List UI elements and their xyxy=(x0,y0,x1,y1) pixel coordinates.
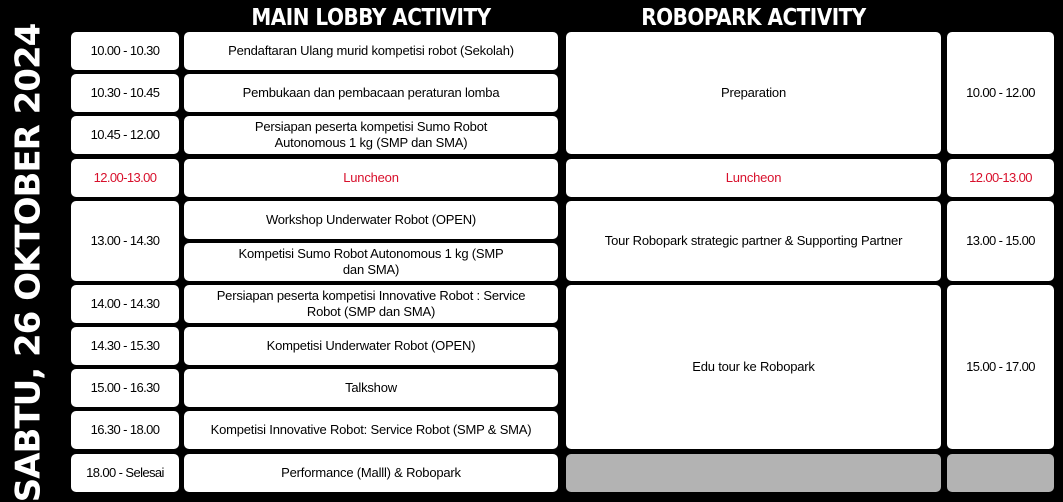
robopark-empty-cell xyxy=(566,454,941,492)
date-label xyxy=(0,23,56,502)
main-activity-cell-luncheon: Luncheon xyxy=(184,159,558,197)
robopark-time-cell: 15.00 - 17.00 xyxy=(947,285,1054,449)
main-time-cell: 16.30 - 18.00 xyxy=(71,411,179,449)
main-time-cell: 14.30 - 15.30 xyxy=(71,327,179,365)
main-activity-cell: Persiapan peserta kompetisi Innovative Robot : Service Robot (SMP dan SMA) xyxy=(184,285,558,323)
robopark-activity-cell-luncheon: Luncheon xyxy=(566,159,941,197)
main-time-cell: 10.30 - 10.45 xyxy=(71,74,179,112)
robopark-activity-cell: Tour Robopark strategic partner & Supporting Partner xyxy=(566,201,941,281)
main-activity-cell: Workshop Underwater Robot (OPEN) xyxy=(184,201,558,239)
main-time-cell: 14.00 - 14.30 xyxy=(71,285,179,323)
main-activity-cell: Kompetisi Underwater Robot (OPEN) xyxy=(184,327,558,365)
robopark-time-cell: 10.00 - 12.00 xyxy=(947,32,1054,154)
robopark-time-cell-luncheon: 12.00-13.00 xyxy=(947,159,1054,197)
robopark-activity-cell: Preparation xyxy=(566,32,941,154)
main-time-cell: 10.45 - 12.00 xyxy=(71,116,179,154)
main-activity-cell: Persiapan peserta kompetisi Sumo Robot Autonomous 1 kg (SMP dan SMA) xyxy=(184,116,558,154)
main-lobby-heading: MAIN LOBBY ACTIVITY xyxy=(251,3,491,31)
main-activity-cell: Talkshow xyxy=(184,369,558,407)
robopark-time-cell: 13.00 - 15.00 xyxy=(947,201,1054,281)
main-time-cell: 18.00 - Selesai xyxy=(71,454,179,492)
main-activity-cell: Performance (Malll) & Robopark xyxy=(184,454,558,492)
robopark-activity-cell: Edu tour ke Robopark xyxy=(566,285,941,449)
date-label-text: SABTU, 26 OKTOBER 2024 xyxy=(8,23,48,502)
robopark-heading: ROBOPARK ACTIVITY xyxy=(641,3,866,31)
main-time-cell: 10.00 - 10.30 xyxy=(71,32,179,70)
main-activity-cell: Pendaftaran Ulang murid kompetisi robot (Sekolah) xyxy=(184,32,558,70)
main-activity-cell: Kompetisi Sumo Robot Autonomous 1 kg (SMP dan SMA) xyxy=(184,243,558,281)
main-time-cell: 13.00 - 14.30 xyxy=(71,201,179,281)
main-time-cell: 15.00 - 16.30 xyxy=(71,369,179,407)
main-activity-cell: Kompetisi Innovative Robot: Service Robot (SMP & SMA) xyxy=(184,411,558,449)
main-time-cell-luncheon: 12.00-13.00 xyxy=(71,159,179,197)
robopark-empty-time-cell xyxy=(947,454,1054,492)
main-activity-cell: Pembukaan dan pembacaan peraturan lomba xyxy=(184,74,558,112)
